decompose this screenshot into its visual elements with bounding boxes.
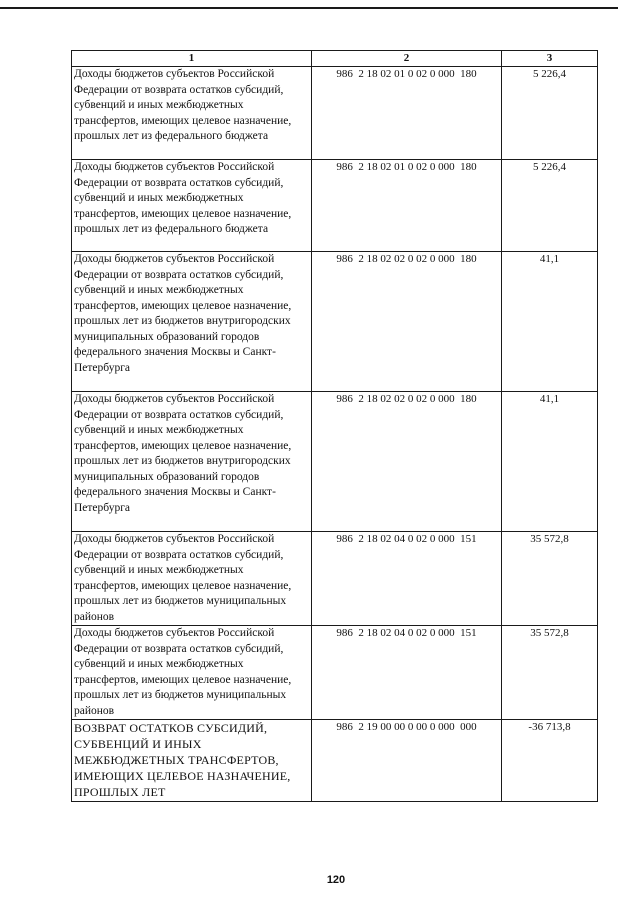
row-name: ВОЗВРАТ ОСТАТКОВ СУБСИДИЙ, СУБВЕНЦИЙ И ИНЫХ МЕЖБЮДЖЕТНЫХ ТРАНСФЕРТОВ, ИМЕЮЩИХ ЦЕЛЕВОЕ НАЗНАЧЕНИЕ, ПРОШЛЫХ ЛЕТ (72, 720, 312, 802)
row-amount: -36 713,8 (502, 720, 598, 802)
budget-table (71, 50, 598, 802)
table-row (72, 626, 598, 720)
row-amount: 41,1 (502, 392, 598, 532)
row-code: 986 2 18 02 02 0 02 0 000 180 (312, 252, 502, 392)
row-code: 986 2 19 00 00 0 00 0 000 000 (312, 720, 502, 802)
table-row (72, 252, 598, 392)
row-name: Доходы бюджетов субъектов Российской Федерации от возврата остатков субсидий, субвенций и иных межбюджетных трансфертов, имеющих целевое назначение, прошлых лет из бюджетов муниципальных районов (72, 626, 312, 720)
row-name: Доходы бюджетов субъектов Российской Федерации от возврата остатков субсидий, субвенций и иных межбюджетных трансфертов, имеющих целевое назначение, прошлых лет из федерального бюджета (72, 67, 312, 160)
row-amount: 41,1 (502, 252, 598, 392)
row-code: 986 2 18 02 02 0 02 0 000 180 (312, 392, 502, 532)
top-rule (0, 7, 618, 9)
row-name: Доходы бюджетов субъектов Российской Федерации от возврата остатков субсидий, субвенций и иных межбюджетных трансфертов, имеющих целевое назначение, прошлых лет из федерального бюджета (72, 160, 312, 252)
row-name: Доходы бюджетов субъектов Российской Федерации от возврата остатков субсидий, субвенций и иных межбюджетных трансфертов, имеющих целевое назначение, прошлых лет из бюджетов муниципальных районов (72, 532, 312, 626)
row-code: 986 2 18 02 01 0 02 0 000 180 (312, 160, 502, 252)
header-col-1: 1 (72, 51, 312, 67)
header-row (72, 51, 598, 67)
row-amount: 35 572,8 (502, 626, 598, 720)
table-header (72, 51, 598, 67)
header-col-3: 3 (502, 51, 598, 67)
row-amount: 5 226,4 (502, 160, 598, 252)
row-amount: 5 226,4 (502, 67, 598, 160)
table-row (72, 67, 598, 160)
row-amount: 35 572,8 (502, 532, 598, 626)
page-number: 120 (326, 874, 346, 886)
row-code: 986 2 18 02 01 0 02 0 000 180 (312, 67, 502, 160)
table-row (72, 392, 598, 532)
row-name: Доходы бюджетов субъектов Российской Федерации от возврата остатков субсидий, субвенций и иных межбюджетных трансфертов, имеющих целевое назначение, прошлых лет из бюджетов внутригородских муниципальных образований городов федерального значения Москвы и Санкт-Петербурга (72, 252, 312, 392)
table-body (72, 67, 598, 802)
table-row (72, 160, 598, 252)
row-code: 986 2 18 02 04 0 02 0 000 151 (312, 626, 502, 720)
header-col-2: 2 (312, 51, 502, 67)
table-row (72, 532, 598, 626)
table-row (72, 720, 598, 802)
row-name: Доходы бюджетов субъектов Российской Федерации от возврата остатков субсидий, субвенций и иных межбюджетных трансфертов, имеющих целевое назначение, прошлых лет из бюджетов внутригородских муниципальных образований городов федерального значения Москвы и Санкт-Петербурга (72, 392, 312, 532)
row-code: 986 2 18 02 04 0 02 0 000 151 (312, 532, 502, 626)
